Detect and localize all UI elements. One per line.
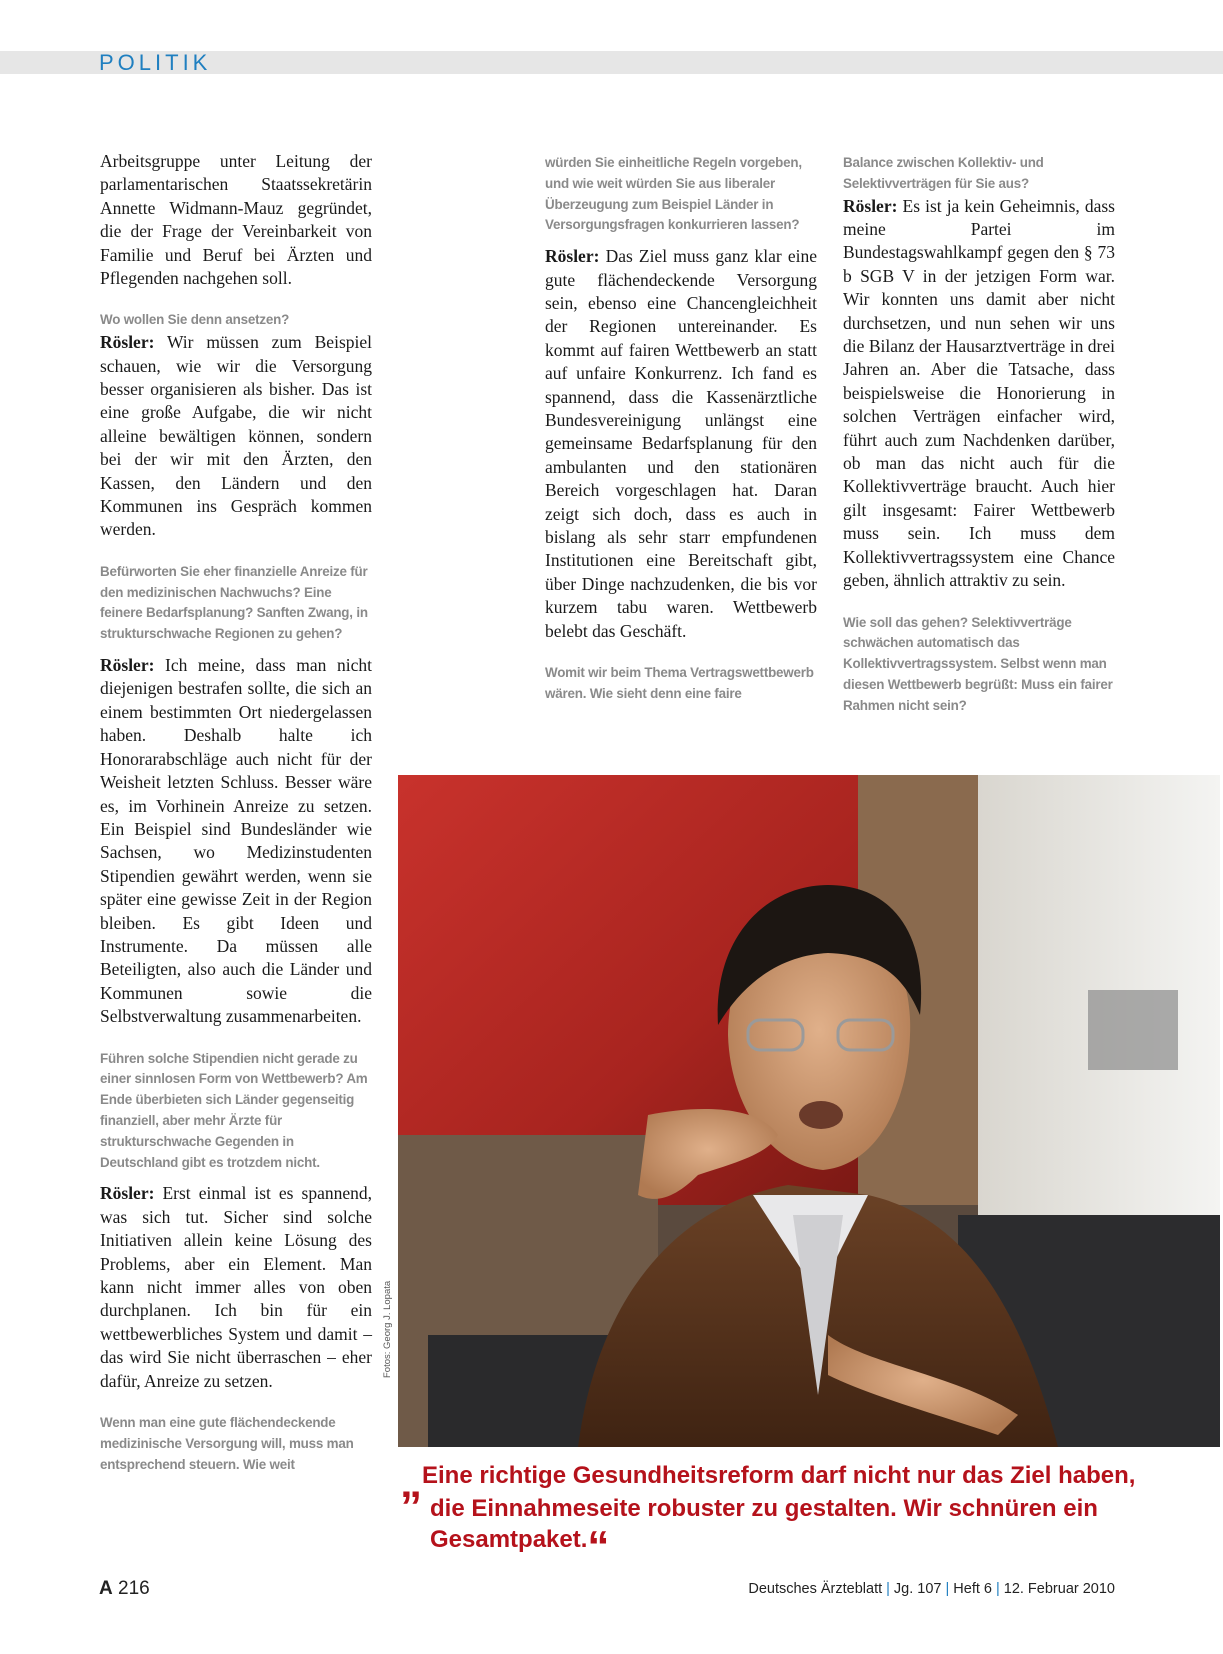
journal-date: 12. Februar 2010: [1003, 1581, 1115, 1597]
answer-text: Erst einmal ist es spannend, was sich tut. Sicher sind solche Initiativen allein keine Lösung des Problems, aber ein Element. Man kann nicht immer alles von oben durchplanen. Ich bin für ein wettbewerbliches System und damit – das wird Sie nicht überraschen – eher dafür, Anreize zu setzen.: [100, 1183, 372, 1391]
interview-answer: [843, 195, 1115, 593]
speaker-label: Rösler:: [100, 332, 155, 353]
interview-question: Wie soll das gehen? Selektivverträge schwächen automatisch das Kollektivvertragssystem. Selbst wenn man diesen Wettbewerb begrüßt: Muss ein fairer Rahmen nicht sein?: [843, 614, 1113, 713]
page-prefix: A: [99, 1578, 113, 1599]
interview-answer: [545, 245, 817, 643]
closing-quote-mark: “: [587, 1522, 610, 1571]
journal-issue: Heft 6: [953, 1581, 992, 1597]
interview-question: Wo wollen Sie denn ansetzen?: [100, 312, 290, 328]
journal-volume: Jg. 107: [893, 1581, 942, 1597]
interview-question: Wenn man eine gute flächendeckende medizinische Versorgung will, muss man entsprechend steuern. Wie weit: [100, 1415, 354, 1472]
speaker-label: Rösler:: [545, 246, 600, 267]
interview-answer: [100, 1182, 372, 1393]
speaker-label: Rösler:: [843, 195, 898, 216]
column-3: [843, 153, 1115, 716]
journal-name: Deutsches Ärzteblatt: [748, 1581, 883, 1597]
interview-question: Führen solche Stipendien nicht gerade zu einer sinnlosen Form von Wettbewerb? Am Ende überbieten sich Länder gegenseitig finanziell, aber mehr Ärzte für strukturschwache Gegenden in Deutschland gibt es trotzdem nicht.: [100, 1050, 368, 1170]
interview-question: Balance zwischen Kollektiv- und Selektivverträgen für Sie aus?: [843, 155, 1044, 191]
photo-credit: Fotos: Georg J. Lopata: [382, 1280, 393, 1378]
answer-text: Ich meine, dass man nicht diejenigen bestrafen sollte, die sich an einem bestimmten Ort niedergelassen haben. Deshalb halte ich Honorarabschläge auch nicht für der Weisheit letzten Schluss. Besser wäre es, im Vorhinein Anreize zu setzen. Ein Beispiel sind Bundesländer wie Sachsen, wo Medizinstudenten Stipendien gewährt werden, wenn sie später eine gewisse Zeit in der Region bleiben. Es gibt Ideen und Instrumente. Da müssen alle Beteiligten, also auch die Länder und Kommunen sowie die Selbstverwaltung zusammenarbeiten.: [100, 655, 372, 1027]
pull-quote-text: Eine richtige Gesundheitsreform darf nicht nur das Ziel haben, die Einnahmeseite robuster zu gestalten. Wir schnüren ein Gesamtpaket.: [422, 1462, 1136, 1553]
page-number: [99, 1578, 150, 1600]
speaker-label: Rösler:: [100, 655, 155, 676]
section-rubric: POLITIK: [99, 50, 212, 75]
paragraph: Arbeitsgruppe unter Leitung der parlamentarischen Staatssekretärin Annette Widmann-Mauz gegründet, die der Frage der Vereinbarkeit von Familie und Beruf bei Ärzten und Pflegenden nachgehen soll.: [100, 151, 372, 289]
interview-question: würden Sie einheitliche Regeln vorgeben, und wie weit würden Sie aus liberaler Überzeugung zum Beispiel Länder in Versorgungsfragen konkurrieren lassen?: [545, 155, 802, 233]
answer-text: Wir müssen zum Beispiel schauen, wie wir die Versorgung besser organisieren als bisher. Das ist eine große Aufgabe, die wir nicht alleine bewältigen können, sondern bei der wir mit den Ärzten, den Kassen, den Ländern und den Kommunen ins Gespräch kommen werden.: [100, 332, 372, 540]
column-1: [100, 150, 372, 1475]
journal-footer: Deutsches Ärzteblatt | Jg. 107 | Heft 6 | 12. Februar 2010: [748, 1581, 1115, 1597]
answer-text: Das Ziel muss ganz klar eine gute flächendeckende Versorgung sein, ebenso eine Chancengleichheit der Regionen untereinander. Es kommt auf fairen Wettbewerb an statt auf unfaire Konkurrenz. Ich fand es spannend, dass die Kassenärztliche Bundesvereinigung unlängst eine gemeinsame Bedarfsplanung für den ambulanten und den stationären Bereich vorgeschlagen hat. Daran zeigt sich doch, dass es auch in bislang als sehr starr empfundenen Institutionen eine Bereitschaft gibt, über Dinge nachzudenken, die bis vor kurzem tabu waren. Wettbewerb belebt das Geschäft.: [545, 246, 817, 641]
pull-quote: [400, 1458, 1140, 1571]
page-number-value: 216: [118, 1578, 150, 1599]
speaker-label: Rösler:: [100, 1183, 155, 1204]
answer-text: Es ist ja kein Geheimnis, dass meine Partei im Bundestagswahlkampf gegen den § 73 b SGB V in der jetzigen Form war. Wir konnten uns damit aber nicht durchsetzen, und nun sehen wir uns die Bilanz der Hausarztverträge in drei Jahren an. Aber die Tatsache, dass beispielsweise die Honorierung in solchen Verträgen einfacher wird, führt auch zum Nachdenken darüber, ob man das nicht auch für die Kollektivverträge braucht. Auch hier gilt insgesamt: Fairer Wettbewerb muss sein. Ich muss dem Kollektivvertragssystem eine Chance geben, ähnlich attraktiv zu sein.: [843, 195, 1115, 591]
interview-answer: [100, 654, 372, 1029]
interview-answer: [100, 331, 372, 542]
opening-quote-mark: „: [400, 1458, 422, 1507]
interview-question: Womit wir beim Thema Vertragswettbewerb wären. Wie sieht denn eine faire: [545, 665, 814, 701]
pull-quote-body: [400, 1458, 1140, 1571]
interview-question: Befürworten Sie eher finanzielle Anreize für den medizinischen Nachwuchs? Eine feinere Bedarfsplanung? Sanften Zwang, in strukturschwache Regionen zu gehen?: [100, 563, 368, 642]
column-2: [545, 153, 817, 705]
interview-photo: [398, 775, 1220, 1447]
